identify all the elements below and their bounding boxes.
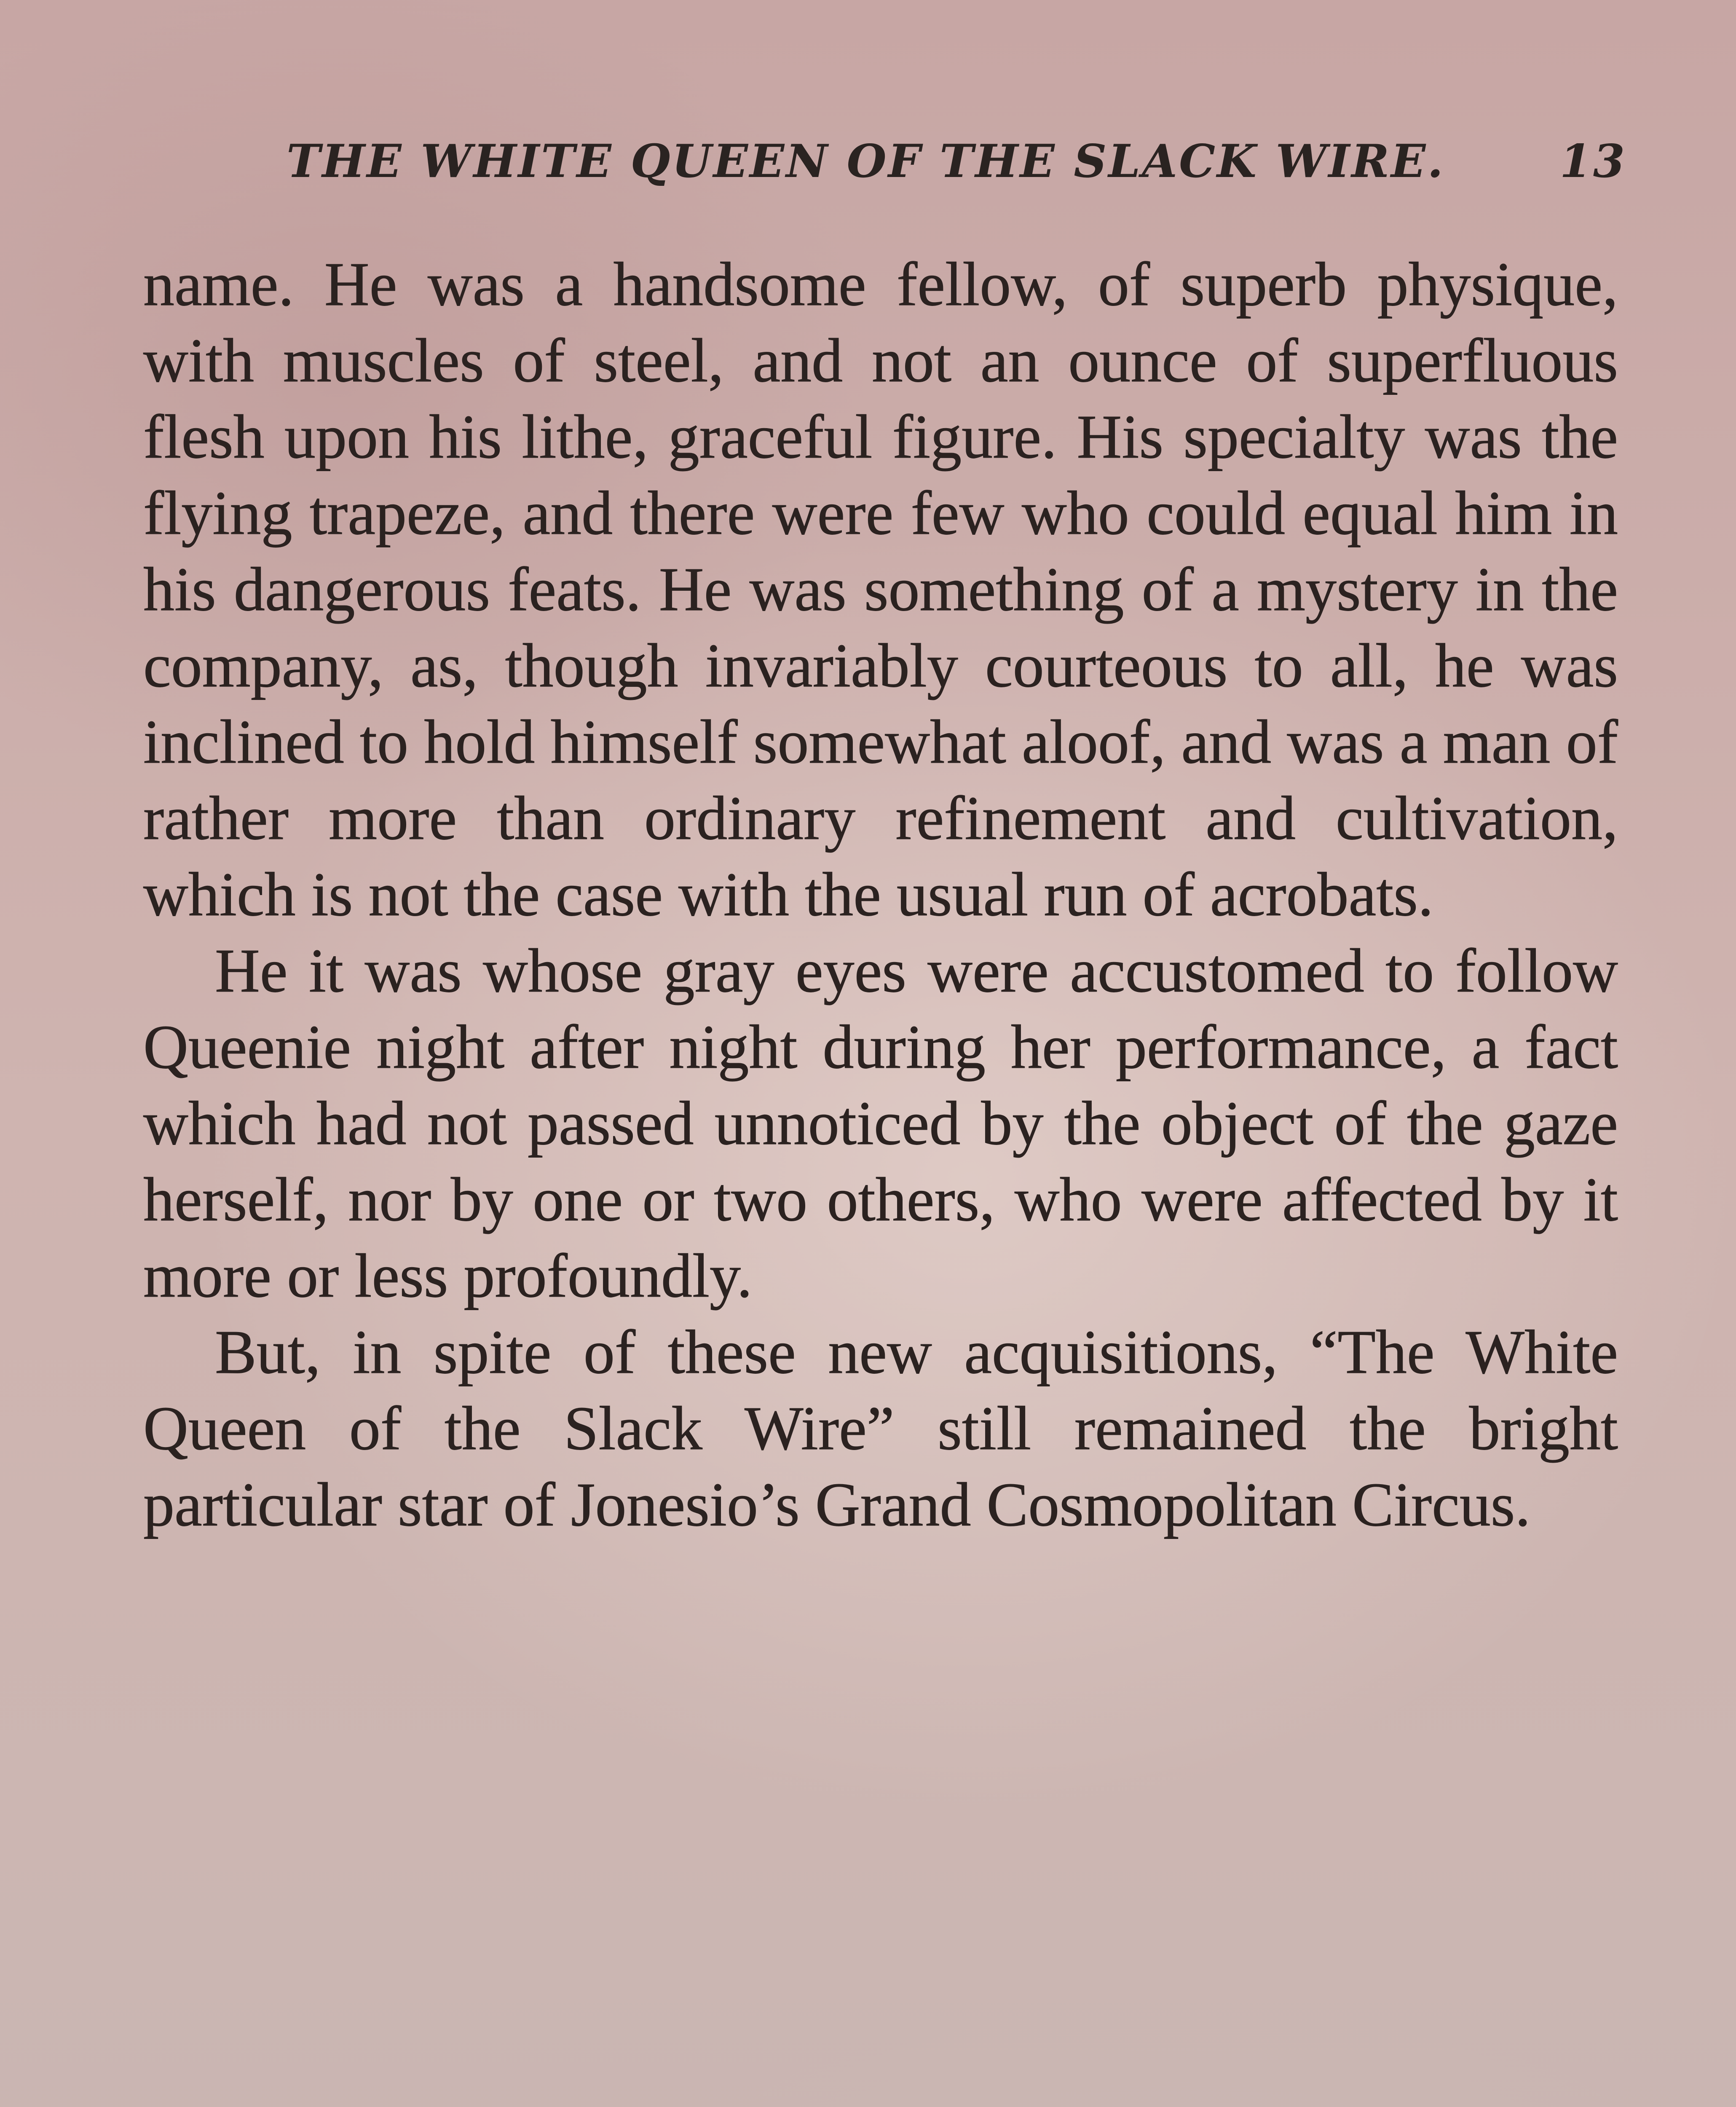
body-text [143, 247, 1618, 1543]
paragraph-2: He it was whose gray eyes were accustomed to follow Queenie night after night during her performance, a fact which had not passed unnoticed by the object of the gaze herself, nor by one or two others, who were affected by it more or less profoundly. [143, 936, 1618, 1311]
running-header [287, 135, 1626, 206]
running-title: THE WHITE QUEEN OF THE SLACK WIRE. [287, 135, 1445, 188]
page-number: 13 [1559, 135, 1626, 188]
paragraph-1: name. He was a handsome fellow, of superb physique, with muscles of steel, and not an ounce of superfluous flesh upon his lithe, graceful figure. His specialty was the flying trapeze, and there were few who could equal him in his dangerous feats. He was something of a mystery in the company, as, though invariably courteous to all, he was inclined to hold himself somewhat aloof, and was a man of rather more than ordinary refinement and cultivation, which is not the case with the usual run of acrobats. [143, 250, 1618, 929]
paragraph-3: But, in spite of these new acquisitions, “The White Queen of the Slack Wire” still remained the bright particular star of Jonesio’s Grand Cosmopolitan Circus. [143, 1318, 1618, 1539]
